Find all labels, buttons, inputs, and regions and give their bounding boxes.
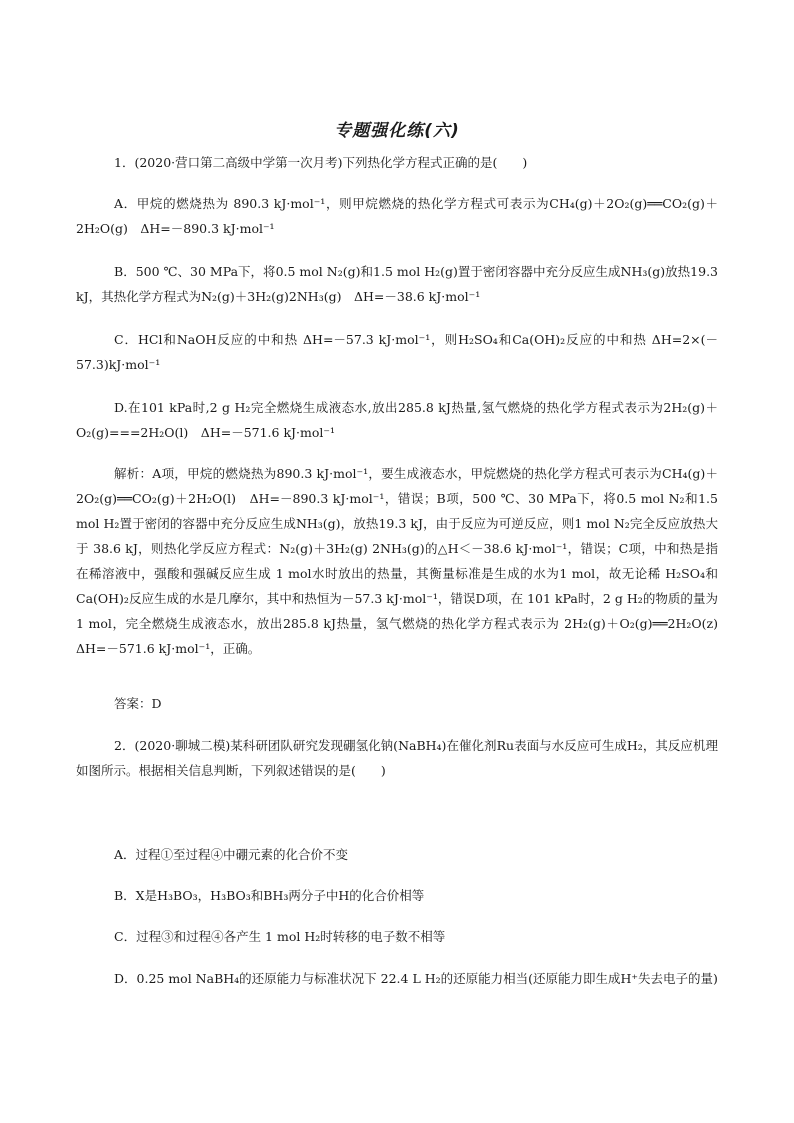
question-2-stem: 2．(2020·聊城二模)某科研团队研究发现硼氢化钠(NaBH₄)在催化剂Ru表面与水反应可生成H₂，其反应机理如图所示。根据相关信息判断，下列叙述错误的是( ) bbox=[76, 738, 718, 778]
question-1-option-c: C．HCl和NaOH反应的中和热 ΔH=－57.3 kJ·mol⁻¹，则H₂SO₄和Ca(OH)₂反应的中和热 ΔH=2×(－57.3)kJ·mol⁻¹ bbox=[76, 332, 718, 372]
question-1-analysis: 解析：A项，甲烷的燃烧热为890.3 kJ·mol⁻¹，要生成液态水，甲烷燃烧的热化学方程式可表示为CH₄(g)＋2O₂(g)══CO₂(g)＋2H₂O(l) ΔH=－890.3 kJ·mol⁻¹，错误；B项，500 ℃、30 MPa下，将0.5 mol N₂和1.5 mol H₂置于密闭的容器中充分反应生成NH₃(g)，放热19.3 kJ，由于反应为可逆反应，则1 mol N₂完全反应放热大于 38.6 kJ，则热化学反应方程式：N₂(g)＋3H₂(g) 2NH₃(g)的△H＜－38.6 kJ·mol⁻¹，错误；C项，中和热是指在稀溶液中，强酸和强碱反应生成 1 mol水时放出的热量，其衡量标准是生成的水为1 mol，故无论稀 H₂SO₄和Ca(OH)₂反应生成的水是几摩尔，其中和热恒为－57.3 kJ·mol⁻¹，错误D项，在 101 kPa时，2 g H₂的物质的量为1 mol，完全燃烧生成液态水，放出285.8 kJ热量，氢气燃烧的热化学方程式表示为 2H₂(g)＋O₂(g)══2H₂O(z) ΔH=－571.6 kJ·mol⁻¹，正确。 bbox=[76, 466, 731, 656]
question-2-option-b: B．X是H₃BO₃，H₃BO₃和BH₃两分子中H的化合价相等 bbox=[114, 888, 425, 903]
question-1-option-a: A．甲烷的燃烧热为 890.3 kJ·mol⁻¹，则甲烷燃烧的热化学方程式可表示为CH₄(g)＋2O₂(g)══CO₂(g)＋2H₂O(g) ΔH=－890.3 kJ·mol⁻¹ bbox=[76, 196, 718, 236]
question-2-option-a: A．过程①至过程④中硼元素的化合价不变 bbox=[114, 847, 349, 862]
page-title: 专题强化练(六) bbox=[334, 121, 460, 141]
question-2-option-c: C．过程③和过程④各产生 1 mol H₂时转移的电子数不相等 bbox=[114, 929, 446, 944]
question-1-option-d: D.在101 kPa时,2 g H₂完全燃烧生成液态水,放出285.8 kJ热量,氢气燃烧的热化学方程式表示为2H₂(g)＋O₂(g)===2H₂O(l) ΔH=－571.6 kJ·mol⁻¹ bbox=[76, 400, 718, 440]
question-1-stem: 1．(2020·营口第二高级中学第一次月考)下列热化学方程式正确的是( ) bbox=[114, 155, 528, 170]
question-1-answer: 答案：D bbox=[114, 696, 162, 711]
question-2-option-d: D．0.25 mol NaBH₄的还原能力与标准状况下 22.4 L H₂的还原能力相当(还原能力即生成H⁺失去电子的量) bbox=[114, 971, 718, 986]
question-1-option-b: B．500 ℃、30 MPa下，将0.5 mol N₂(g)和1.5 mol H₂(g)置于密闭容器中充分反应生成NH₃(g)放热19.3 kJ，其热化学方程式为N₂(g)＋3H₂(g)2NH₃(g) ΔH=－38.6 kJ·mol⁻¹ bbox=[76, 264, 718, 304]
